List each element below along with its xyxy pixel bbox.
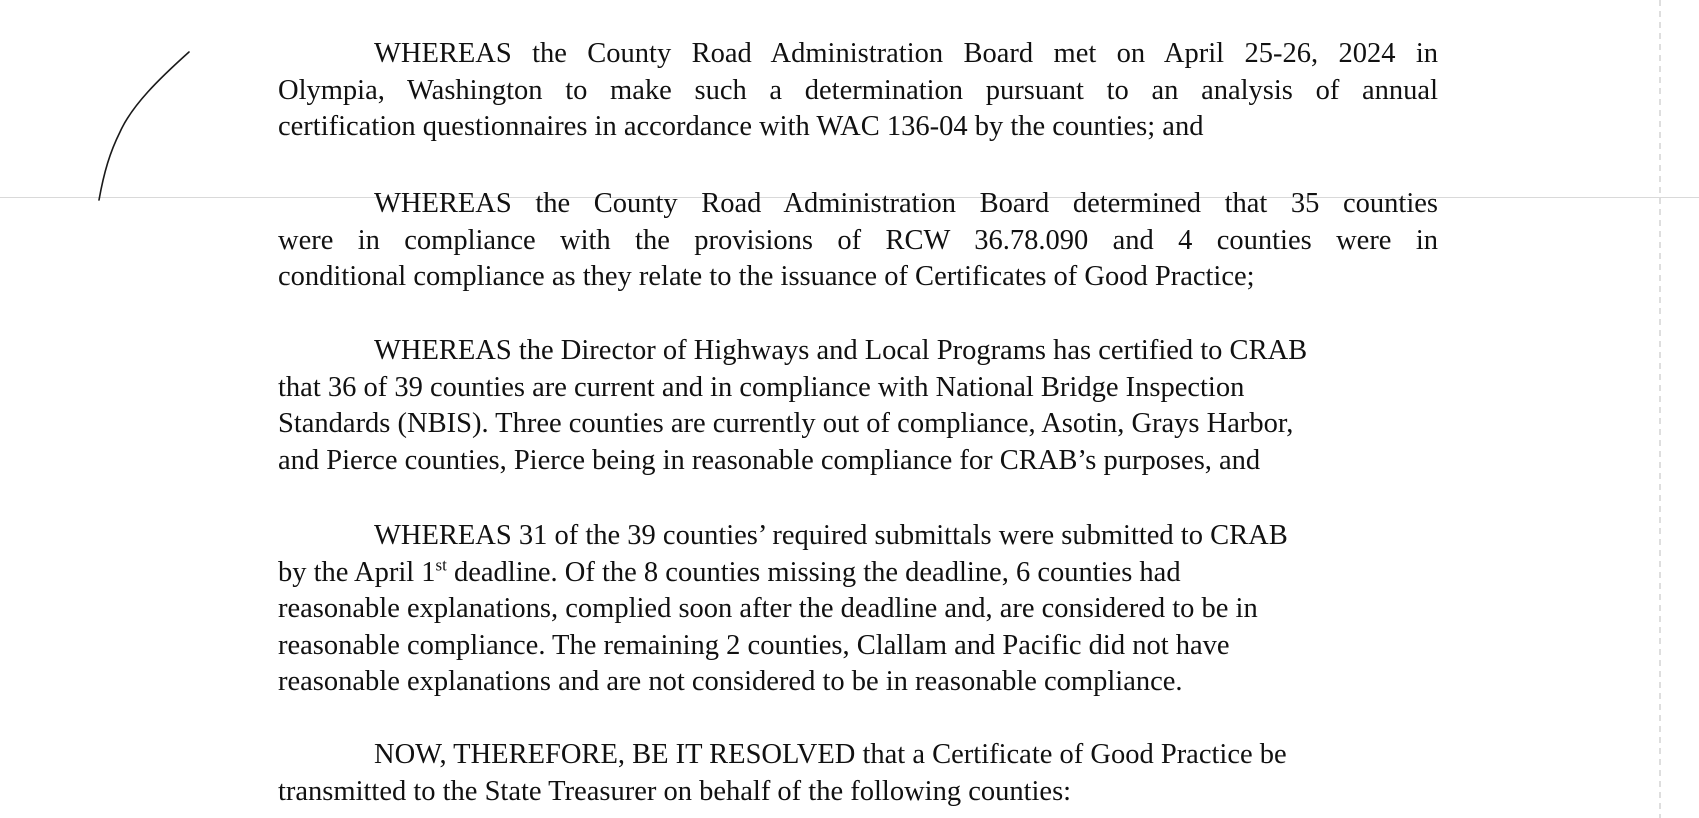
text-line-prefix: by the April 1 [278, 556, 436, 588]
text-line: and Pierce counties, Pierce being in reasonable compliance for CRAB’s purposes, and [278, 444, 1261, 476]
paragraph-whereas-compliance [278, 186, 1438, 296]
text-line: Standards (NBIS). Three counties are currently out of compliance, Asotin, Grays Harbor, [278, 408, 1294, 439]
paragraph-whereas-submittals [278, 518, 1438, 701]
text-line: WHEREAS 31 of the 39 counties’ required submittals were submitted to CRAB [374, 520, 1288, 551]
handwritten-pen-mark [0, 0, 260, 260]
text-line: were in compliance with the provisions of RCW 36.78.090 and 4 counties were in [278, 224, 1438, 256]
text-line: certification questionnaires in accordance with WAC 136-04 by the counties; and [278, 111, 1204, 142]
text-line: WHEREAS the County Road Administration Board determined that 35 counties [374, 188, 1438, 219]
text-line: Olympia, Washington to make such a determination pursuant to an analysis of annual [278, 74, 1438, 106]
text-line: that 36 of 39 counties are current and in compliance with National Bridge Inspection [278, 371, 1245, 403]
paragraph-whereas-nbis [278, 333, 1438, 479]
ordinal-superscript: st [435, 555, 447, 574]
text-line: NOW, THEREFORE, BE IT RESOLVED that a Certificate of Good Practice be [374, 739, 1287, 770]
text-line [278, 555, 1438, 592]
text-line: WHEREAS the County Road Administration Board met on April 25-26, 2024 in [374, 38, 1438, 69]
text-line: WHEREAS the Director of Highways and Local Programs has certified to CRAB [374, 335, 1308, 366]
text-line: reasonable explanations and are not considered to be in reasonable compliance. [278, 666, 1183, 697]
page-edge-shadow [1659, 0, 1661, 818]
text-line: reasonable compliance. The remaining 2 counties, Clallam and Pacific did not have [278, 629, 1230, 661]
text-line-rest: deadline. Of the 8 counties missing the deadline, 6 counties had [454, 556, 1181, 588]
text-line: conditional compliance as they relate to the issuance of Certificates of Good Practice; [278, 261, 1255, 292]
text-line: transmitted to the State Treasurer on behalf of the following counties: [278, 775, 1072, 807]
text-line: reasonable explanations, complied soon after the deadline and, are considered to be in [278, 593, 1258, 624]
paragraph-whereas-meeting [278, 36, 1438, 146]
paragraph-resolution [278, 737, 1438, 810]
